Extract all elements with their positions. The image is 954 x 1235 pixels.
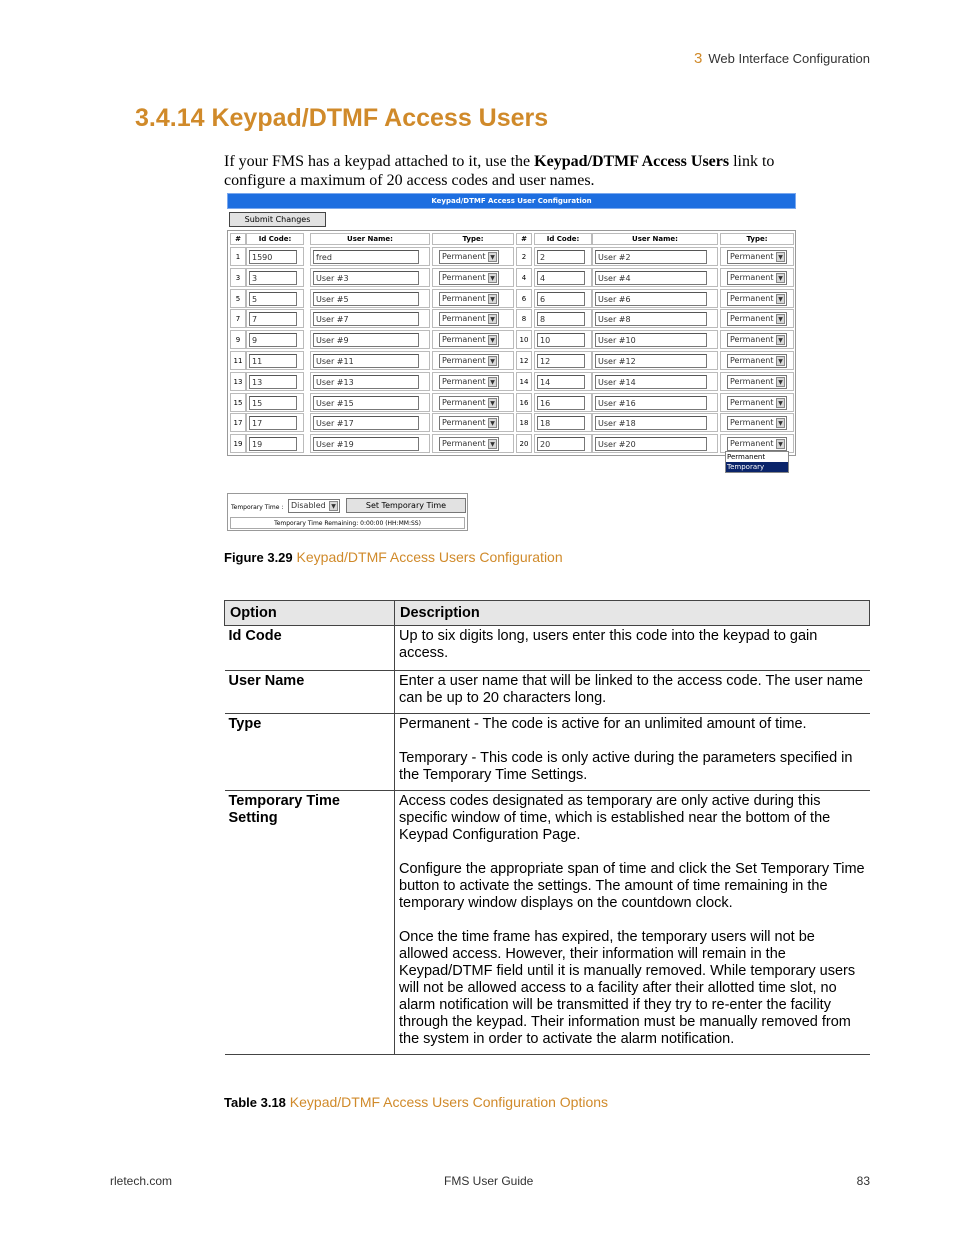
header-type: Type: <box>432 233 514 245</box>
table-row <box>225 714 870 791</box>
user-row-number: 15 <box>230 393 246 412</box>
temporary-time-remaining: Temporary Time Remaining: 0:00:00 (HH:MM:SS) <box>230 517 465 529</box>
user-row-number: 13 <box>230 372 246 391</box>
id-code-input[interactable]: 19 <box>249 437 297 451</box>
id-code-cell <box>246 268 304 287</box>
user-row-number: 17 <box>230 413 246 432</box>
id-code-cell <box>534 393 592 412</box>
type-select[interactable] <box>727 312 787 326</box>
user-name-input[interactable]: User #2 <box>595 250 707 264</box>
table-label: Table 3.18 <box>224 1095 286 1110</box>
option-description <box>395 791 870 1055</box>
chevron-down-icon: ▼ <box>776 335 785 345</box>
type-cell <box>720 330 794 349</box>
type-value: Permanent <box>730 293 774 303</box>
type-cell <box>432 434 514 453</box>
table-row <box>225 671 870 714</box>
user-name-input[interactable]: User #20 <box>595 437 707 451</box>
type-value: Permanent <box>730 397 774 407</box>
chevron-down-icon: ▼ <box>488 314 497 324</box>
id-code-input[interactable]: 18 <box>537 416 585 430</box>
id-code-cell <box>534 268 592 287</box>
header-user-name: User Name: <box>592 233 718 245</box>
id-code-cell <box>534 434 592 453</box>
id-code-cell <box>246 351 304 370</box>
type-value: Permanent <box>442 293 486 303</box>
type-select[interactable] <box>727 375 787 389</box>
type-select[interactable] <box>727 292 787 306</box>
user-name-input[interactable]: User #14 <box>595 375 707 389</box>
type-cell <box>432 351 514 370</box>
user-name-cell <box>310 289 430 308</box>
user-name-cell <box>592 351 718 370</box>
header-id-code: Id Code: <box>534 233 592 245</box>
id-code-input[interactable]: 12 <box>537 354 585 368</box>
chevron-down-icon: ▼ <box>488 335 497 345</box>
chevron-down-icon: ▼ <box>488 398 497 408</box>
id-code-input[interactable]: 8 <box>537 312 585 326</box>
id-code-cell <box>246 330 304 349</box>
id-code-input[interactable]: 6 <box>537 292 585 306</box>
type-select[interactable] <box>439 354 499 368</box>
temporary-time-value: Disabled <box>291 501 326 510</box>
figure-title: Keypad/DTMF Access Users Configuration <box>296 549 563 565</box>
user-row-number: 8 <box>516 309 532 328</box>
description-paragraph: Configure the appropriate span of time and click the Set Temporary Time button to activate the settings. The amount of time remaining in the temporary window displays on the countdown clock. <box>399 861 865 911</box>
table-row <box>225 626 870 671</box>
header-type: Type: <box>720 233 794 245</box>
id-code-cell <box>246 393 304 412</box>
option-name: Type <box>225 714 395 791</box>
type-value: Permanent <box>442 314 486 324</box>
type-cell <box>720 268 794 287</box>
page-number: 83 <box>856 1174 870 1188</box>
type-cell <box>432 268 514 287</box>
id-code-input[interactable]: 13 <box>249 375 297 389</box>
type-select[interactable] <box>727 354 787 368</box>
type-cell <box>720 413 794 432</box>
type-cell <box>720 289 794 308</box>
description-paragraph: Up to six digits long, users enter this code into the keypad to gain access. <box>399 628 818 661</box>
type-value: Permanent <box>442 376 486 386</box>
type-value: Permanent <box>730 439 774 449</box>
type-select[interactable] <box>439 292 499 306</box>
chevron-down-icon: ▼ <box>776 418 785 428</box>
type-value: Permanent <box>442 356 486 365</box>
chevron-down-icon: ▼ <box>488 252 497 262</box>
chevron-down-icon: ▼ <box>776 314 785 324</box>
id-code-input[interactable]: 3 <box>249 271 297 285</box>
type-value: Permanent <box>442 272 486 282</box>
option-name: Temporary Time Setting <box>225 791 395 1055</box>
id-code-cell <box>246 434 304 453</box>
type-cell <box>432 372 514 391</box>
user-name-cell <box>310 330 430 349</box>
user-name-cell <box>592 247 718 266</box>
id-code-cell <box>534 330 592 349</box>
type-cell <box>720 247 794 266</box>
id-code-input[interactable]: 17 <box>249 416 297 430</box>
dropdown-option-permanent[interactable]: Permanent <box>727 453 766 461</box>
user-row-number: 19 <box>230 434 246 453</box>
id-code-cell <box>534 413 592 432</box>
type-cell <box>432 247 514 266</box>
type-cell <box>432 393 514 412</box>
user-row-number: 18 <box>516 413 532 432</box>
intro-link-name: Keypad/DTMF Access Users <box>534 153 730 170</box>
type-value: Permanent <box>730 376 774 386</box>
header-description: Description <box>395 601 870 626</box>
figure-label: Figure 3.29 <box>224 550 293 565</box>
intro-text-after: link to configure a maximum of 20 access codes and user names. <box>224 153 775 189</box>
description-paragraph: Access codes designated as temporary are only active during this specific window of time, which is established near the bottom of the Keypad Configuration Page. <box>399 793 831 843</box>
id-code-cell <box>246 309 304 328</box>
type-select[interactable] <box>439 271 499 285</box>
figure-caption <box>224 549 563 565</box>
type-select[interactable] <box>727 250 787 264</box>
option-name: User Name <box>225 671 395 714</box>
user-row-number: 9 <box>230 330 246 349</box>
user-name-input[interactable]: User #15 <box>313 396 419 410</box>
set-temporary-time-button[interactable]: Set Temporary Time <box>346 498 466 513</box>
description-paragraph: Once the time frame has expired, the temporary users will not be allowed access. However, their information will remain in the Keypad/DTMF field until it is manually removed. While temporary users will not be allowed access to a facility after their allotted time slot, no alarm notification will be transmitted if they try to re-enter the facility through the keypad. Their information must be manually removed from the system in order to activate the alarm notification. <box>399 929 856 1047</box>
running-header <box>694 50 870 67</box>
header-id-code: Id Code: <box>246 233 304 245</box>
type-select[interactable] <box>439 375 499 389</box>
user-name-cell <box>592 289 718 308</box>
type-value: Permanent <box>730 418 774 428</box>
description-paragraph: Enter a user name that will be linked to the access code. The user name can be up to 20 characters long. <box>399 673 863 706</box>
chevron-down-icon: ▼ <box>488 377 497 387</box>
type-cell <box>432 330 514 349</box>
table-row <box>225 791 870 1055</box>
user-name-cell <box>592 330 718 349</box>
type-value: Permanent <box>730 252 774 261</box>
user-name-cell <box>310 268 430 287</box>
temporary-time-select[interactable] <box>288 499 340 513</box>
user-name-input[interactable]: User #6 <box>595 292 707 306</box>
type-value: Permanent <box>730 335 774 345</box>
user-grid <box>227 230 796 456</box>
chevron-down-icon: ▼ <box>776 273 785 283</box>
user-row-number: 2 <box>516 247 532 266</box>
table-caption <box>224 1094 608 1110</box>
temporary-time-label: Temporary Time : <box>231 504 284 511</box>
chapter-number: 3 <box>694 50 703 67</box>
type-select[interactable] <box>727 396 787 410</box>
user-name-input[interactable]: User #12 <box>595 354 707 368</box>
chevron-down-icon: ▼ <box>488 294 497 304</box>
id-code-input[interactable]: 11 <box>249 354 297 368</box>
id-code-input[interactable]: 15 <box>249 396 297 410</box>
id-code-cell <box>246 372 304 391</box>
id-code-cell <box>534 309 592 328</box>
header-number: # <box>516 233 532 245</box>
type-value: Permanent <box>442 418 486 428</box>
user-row-number: 7 <box>230 309 246 328</box>
user-name-input[interactable]: User #18 <box>595 416 707 430</box>
chevron-down-icon: ▼ <box>488 418 497 428</box>
type-cell <box>720 351 794 370</box>
user-row-number: 4 <box>516 268 532 287</box>
user-row-number: 1 <box>230 247 246 266</box>
type-cell <box>432 413 514 432</box>
user-name-input[interactable]: User #13 <box>313 375 419 389</box>
type-value: Permanent <box>442 397 486 407</box>
type-cell <box>720 372 794 391</box>
user-name-cell <box>310 372 430 391</box>
type-select[interactable] <box>439 396 499 410</box>
type-cell <box>432 289 514 308</box>
intro-paragraph <box>224 152 834 190</box>
user-name-input[interactable]: User #3 <box>313 271 419 285</box>
type-select[interactable] <box>439 333 499 347</box>
id-code-cell <box>534 247 592 266</box>
submit-changes-button[interactable]: Submit Changes <box>229 212 326 227</box>
options-table <box>224 600 870 1055</box>
config-title-bar: Keypad/DTMF Access User Configuration <box>227 193 796 209</box>
type-select[interactable] <box>727 437 787 451</box>
user-name-input[interactable]: User #11 <box>313 354 419 368</box>
id-code-input[interactable]: 20 <box>537 437 585 451</box>
id-code-input[interactable]: 14 <box>537 375 585 389</box>
id-code-cell <box>534 289 592 308</box>
user-name-cell <box>592 268 718 287</box>
user-name-input[interactable]: User #17 <box>313 416 419 430</box>
id-code-input[interactable]: 10 <box>537 333 585 347</box>
user-name-input[interactable]: fred <box>313 250 419 264</box>
id-code-cell <box>246 289 304 308</box>
header-user-name: User Name: <box>310 233 430 245</box>
type-value: Permanent <box>730 272 774 282</box>
user-row-number: 11 <box>230 351 246 370</box>
chevron-down-icon: ▼ <box>329 501 338 511</box>
type-cell <box>720 393 794 412</box>
footer-website: rletech.com <box>110 1174 173 1188</box>
option-name: Id Code <box>225 626 395 671</box>
chevron-down-icon: ▼ <box>776 356 785 366</box>
chevron-down-icon: ▼ <box>776 294 785 304</box>
user-name-cell <box>592 372 718 391</box>
user-row-number: 12 <box>516 351 532 370</box>
chapter-title: Web Interface Configuration <box>708 51 870 66</box>
section-title: 3.4.14 Keypad/DTMF Access Users <box>135 104 549 132</box>
footer-guide-name: FMS User Guide <box>444 1174 534 1188</box>
id-code-input[interactable]: 7 <box>249 312 297 326</box>
type-value: Permanent <box>442 439 486 449</box>
table-title: Keypad/DTMF Access Users Configuration Options <box>289 1094 609 1110</box>
type-select[interactable] <box>439 312 499 326</box>
id-code-input[interactable]: 9 <box>249 333 297 347</box>
user-name-input[interactable]: User #4 <box>595 271 707 285</box>
type-cell <box>432 309 514 328</box>
id-code-cell <box>246 247 304 266</box>
type-value: Permanent <box>442 252 486 261</box>
user-name-input[interactable]: User #7 <box>313 312 419 326</box>
user-row-number: 20 <box>516 434 532 453</box>
user-name-input[interactable]: User #10 <box>595 333 707 347</box>
user-name-cell <box>310 351 430 370</box>
id-code-cell <box>534 351 592 370</box>
type-select[interactable] <box>727 271 787 285</box>
type-value: Permanent <box>730 356 774 365</box>
option-description <box>395 671 870 714</box>
chevron-down-icon: ▼ <box>776 398 785 408</box>
user-row-number: 10 <box>516 330 532 349</box>
type-select[interactable] <box>727 416 787 430</box>
type-cell <box>720 309 794 328</box>
user-name-cell <box>310 434 430 453</box>
user-name-cell <box>310 309 430 328</box>
type-dropdown-list[interactable] <box>725 451 789 473</box>
temporary-time-panel <box>227 493 468 531</box>
user-name-input[interactable]: User #19 <box>313 437 419 451</box>
type-select[interactable] <box>439 250 499 264</box>
id-code-input[interactable]: 5 <box>249 292 297 306</box>
user-row-number: 3 <box>230 268 246 287</box>
user-name-cell <box>310 393 430 412</box>
user-row-number: 5 <box>230 289 246 308</box>
type-select[interactable] <box>727 333 787 347</box>
id-code-input[interactable]: 4 <box>537 271 585 285</box>
user-name-input[interactable]: User #8 <box>595 312 707 326</box>
id-code-cell <box>246 413 304 432</box>
chevron-down-icon: ▼ <box>488 439 497 449</box>
chevron-down-icon: ▼ <box>776 377 785 387</box>
table-header-row <box>225 601 870 626</box>
user-row-number: 6 <box>516 289 532 308</box>
user-name-cell <box>592 413 718 432</box>
header-number: # <box>230 233 246 245</box>
id-code-input[interactable]: 1590 <box>249 250 297 264</box>
option-description <box>395 626 870 671</box>
chevron-down-icon: ▼ <box>488 356 497 366</box>
description-paragraph: Permanent - The code is active for an unlimited amount of time. <box>399 716 807 732</box>
id-code-input[interactable]: 16 <box>537 396 585 410</box>
type-select[interactable] <box>439 437 499 451</box>
user-name-input[interactable]: User #5 <box>313 292 419 306</box>
type-select[interactable] <box>439 416 499 430</box>
user-name-input[interactable]: User #9 <box>313 333 419 347</box>
user-name-cell <box>592 393 718 412</box>
id-code-cell <box>534 372 592 391</box>
type-value: Permanent <box>730 314 774 324</box>
header-option: Option <box>225 601 395 626</box>
type-value: Permanent <box>442 335 486 345</box>
user-name-cell <box>310 247 430 266</box>
description-paragraph: Temporary - This code is only active during the parameters specified in the Temporary Time Settings. <box>399 750 853 783</box>
user-row-number: 14 <box>516 372 532 391</box>
chevron-down-icon: ▼ <box>776 439 785 449</box>
user-row-number: 16 <box>516 393 532 412</box>
user-name-cell <box>592 434 718 453</box>
user-name-input[interactable]: User #16 <box>595 396 707 410</box>
user-name-cell <box>592 309 718 328</box>
chevron-down-icon: ▼ <box>488 273 497 283</box>
chevron-down-icon: ▼ <box>776 252 785 262</box>
user-name-cell <box>310 413 430 432</box>
id-code-input[interactable]: 2 <box>537 250 585 264</box>
intro-text-before: If your FMS has a keypad attached to it, use the <box>224 153 535 170</box>
option-description <box>395 714 870 791</box>
dropdown-option-temporary[interactable]: Temporary <box>726 462 788 472</box>
